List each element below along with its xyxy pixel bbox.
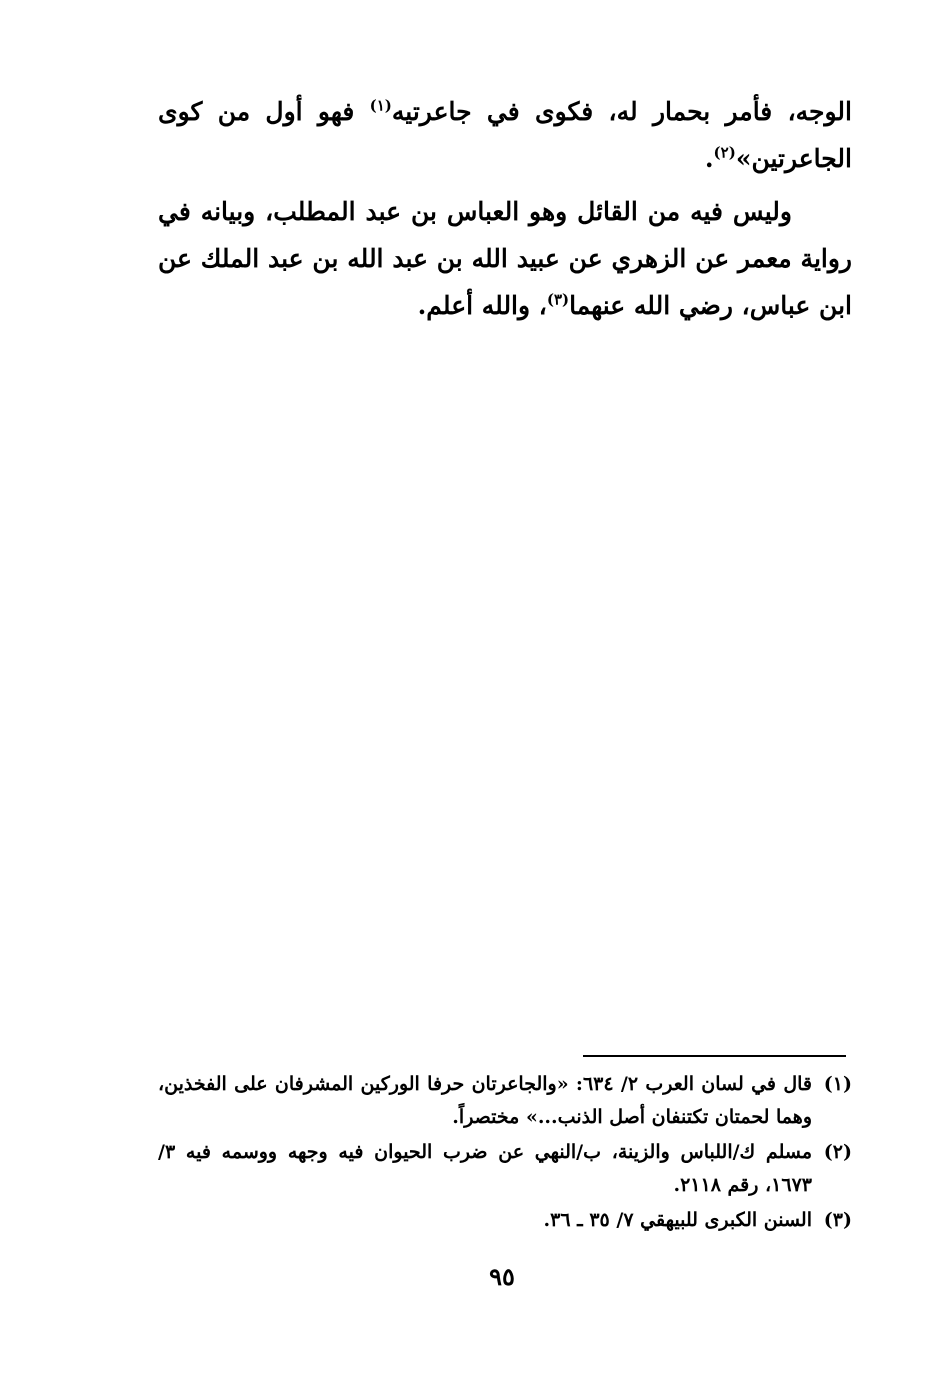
footnote-separator <box>583 1055 846 1057</box>
footnote-text: السنن الكبرى للبيهقي ٧/ ٣٥ ـ ٣٦. <box>543 1209 812 1231</box>
footnote-text: مسلم ك/اللباس والزينة، ب/النهي عن ضرب الحيوان فيه وجهه ووسمه فيه ٣/ ١٦٧٣، رقم ٢١١٨. <box>158 1141 812 1196</box>
paragraph-1-text: الوجه، فأمر بحمار له، فكوى في جاعرتيه <box>391 97 852 126</box>
footnote-number: (٣) <box>823 1209 852 1231</box>
footnote-2 <box>158 1136 852 1202</box>
footnote-number: (١) <box>823 1073 852 1095</box>
paragraph-1-end: . <box>704 144 714 173</box>
main-text <box>158 88 852 335</box>
footnote-ref-2: (٢) <box>713 143 736 162</box>
paragraph-1-text-cont: فهو أول من كوى الجاعرتين» <box>158 97 852 173</box>
paragraph-1 <box>158 88 852 182</box>
footnote-3 <box>158 1204 852 1237</box>
footnotes <box>158 1068 852 1239</box>
footnote-1 <box>158 1068 852 1134</box>
paragraph-2-end: ، والله أعلم. <box>417 291 547 320</box>
page-number: ٩٥ <box>489 1262 515 1291</box>
footnote-ref-3: (٣) <box>546 290 570 309</box>
footnote-ref-1: (١) <box>369 96 392 115</box>
paragraph-2-text: وليس فيه من القائل وهو العباس بن عبد المطلب، وبيانه في رواية معمر عن الزهري عن عبيد الله بن عبد الله بن عبد الملك عن ابن عباس، رضي الله عنهما <box>158 197 852 320</box>
footnote-text: قال في لسان العرب ٢/ ٦٣٤: «والجاعرتان حرفا الوركين المشرفان على الفخذين، وهما لحمتان تكتنفان أصل الذنب...» مختصراً. <box>158 1073 813 1128</box>
footnote-number: (٢) <box>823 1141 852 1163</box>
paragraph-2 <box>158 188 852 329</box>
